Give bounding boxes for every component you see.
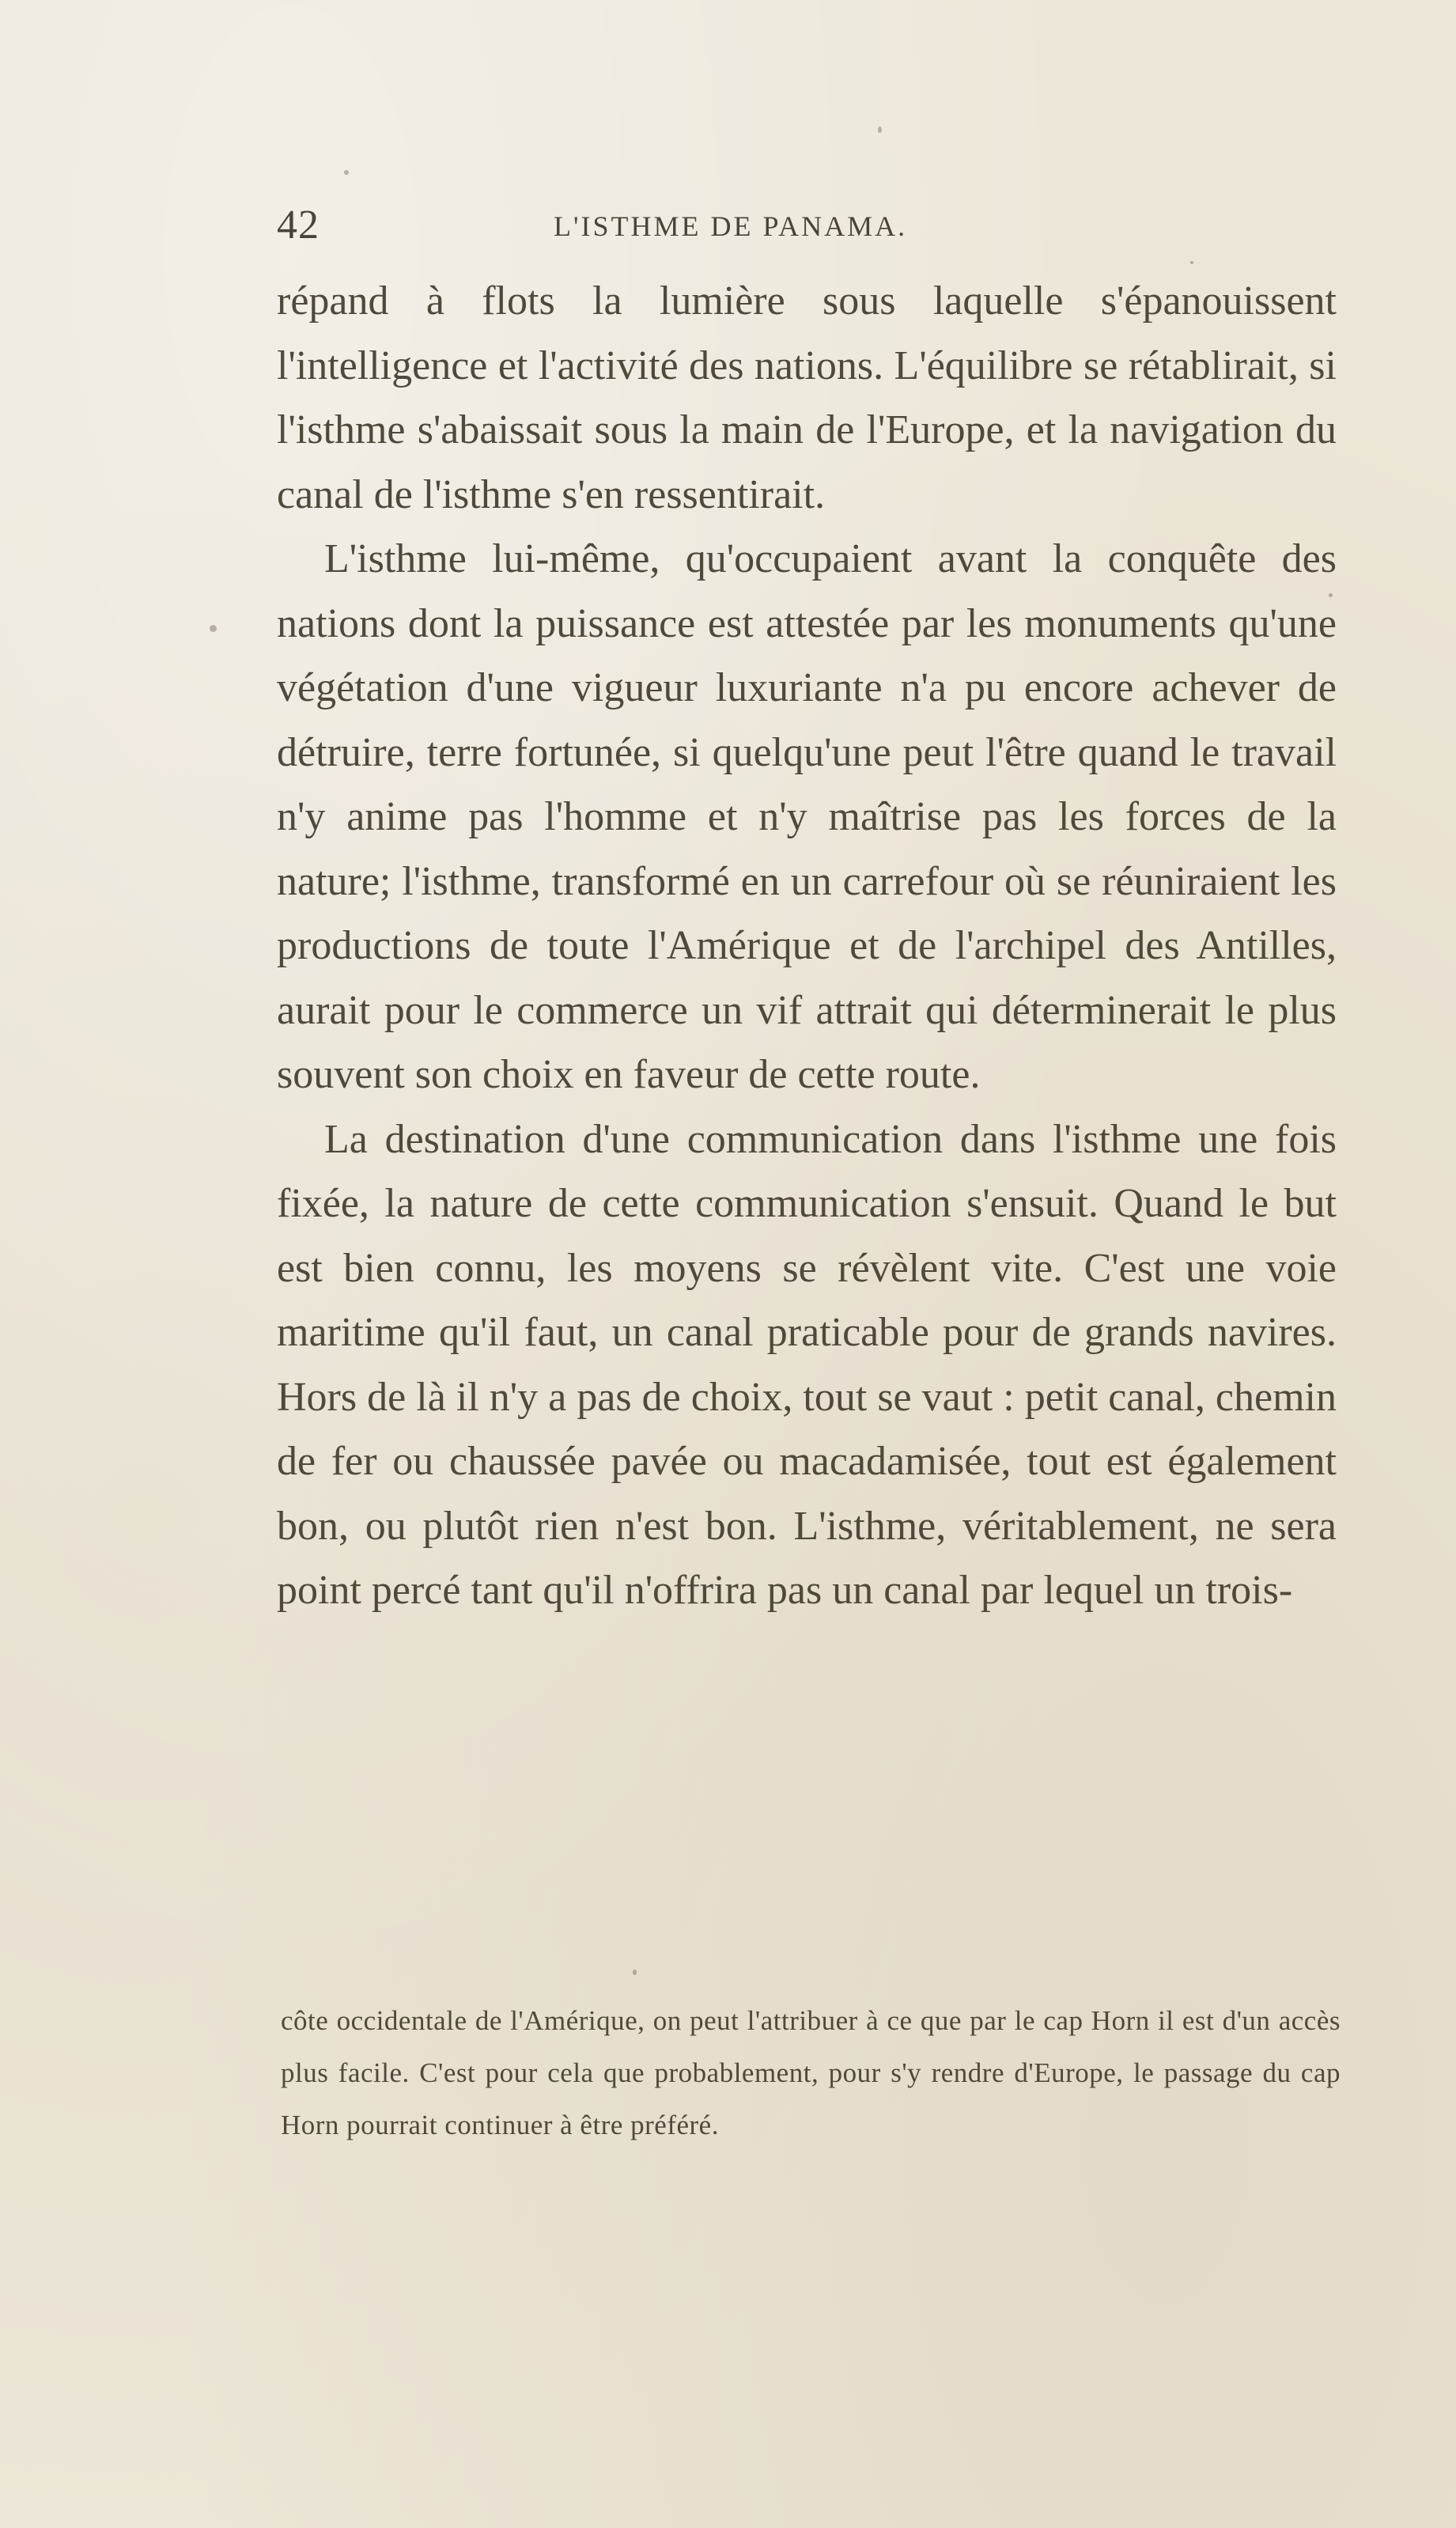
paper-speck (344, 170, 349, 175)
footnote: côte occidentale de l'Amérique, on peut l'attribuer à ce que par le cap Horn il est d'un accès plus facile. C'est pour cela que probablement, pour s'y rendre d'Europe, le passage du cap Horn pourrait continuer à être préféré. (281, 2005, 1341, 2140)
page-number: 42 (277, 202, 320, 248)
page-header (277, 202, 1344, 249)
paragraph-continued: répand à flots la lumière sous laquelle s'épanouissent l'intelligence et l'activité des nations. L'équilibre se rétablirait, si l'isthme s'abaissait sous la main de l'Europe, et la navigation du canal de l'isthme s'en ressentirait. (277, 278, 1337, 517)
paper-speck (1190, 261, 1193, 264)
paper-speck (633, 1970, 637, 1975)
running-title: L'ISTHME DE PANAMA. (554, 210, 908, 242)
paragraph-isthme: L'isthme lui-même, qu'occupaient avant la conquête des nations dont la puissance est attestée par les monuments qu'une végétation d'une vigueur luxuriante n'a pu encore achever de détruire, terre fortunée, si quelqu'une peut l'être quand le travail n'y anime pas l'homme et n'y maîtrise pas les forces de la nature; l'isthme, transformé en un carrefour où se réuniraient les productions de toute l'Amérique et de l'archipel des Antilles, aurait pour le commerce un vif attrait qui déterminerait le plus souvent son choix en faveur de cette route. (277, 536, 1337, 1097)
main-text (277, 269, 1337, 1623)
paper-speck (878, 127, 882, 133)
paper-speck (210, 625, 217, 632)
paragraph-destination: La destination d'une communication dans l'isthme une fois fixée, la nature de cette communication s'ensuit. Quand le but est bien connu, les moyens se révèlent vite. C'est une voie maritime qu'il faut, un canal praticable pour de grands navires. Hors de là il n'y a pas de choix, tout se vaut : petit canal, chemin de fer ou chaussée pavée ou macadamisée, tout est également bon, ou plutôt rien n'est bon. L'isthme, véritablement, ne sera point percé tant qu'il n'offrira pas un canal par lequel un trois- (277, 1116, 1337, 1613)
